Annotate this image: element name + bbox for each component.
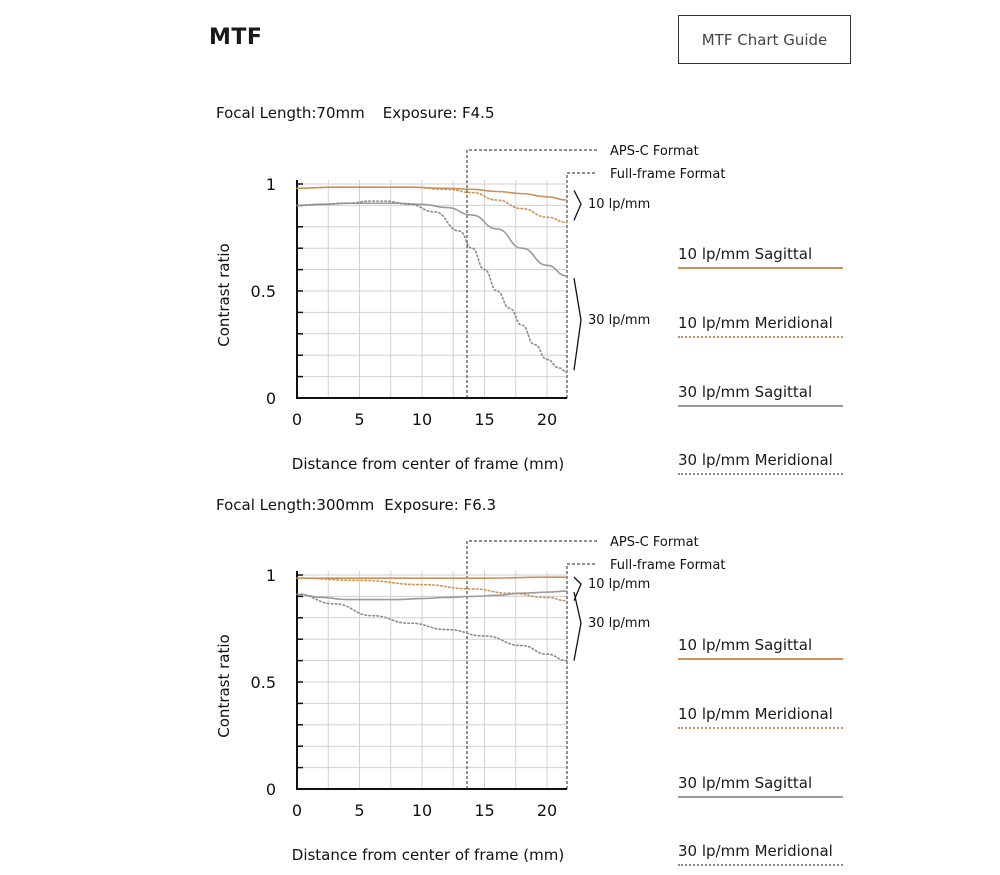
x-tick-label: 15: [474, 801, 495, 820]
x-tick-label: 10: [411, 801, 433, 820]
aps-c-format-label: APS-C Format: [610, 144, 699, 159]
legend-item-10-lp-mm-sagittal: [678, 245, 843, 269]
chart-2-header: [216, 496, 496, 514]
series-30-lp-mm-sagittal: [297, 203, 567, 276]
x-tick-label: 0: [291, 410, 303, 429]
y-tick-label: 0: [265, 780, 276, 799]
x-tick-label: 20: [536, 410, 558, 429]
x-axis-label: Distance from center of frame (mm): [291, 846, 565, 864]
legend-label: 10 lp/mm Sagittal: [678, 636, 813, 654]
legend-swatch: [678, 473, 843, 475]
chart-1-exposure: Exposure: F4.5: [382, 104, 495, 122]
x-tick-label: 0: [291, 801, 303, 820]
y-tick-label: 0.5: [250, 673, 276, 692]
legend-item-30-lp-mm-meridional: [678, 451, 843, 475]
series-10-lp-mm-meridional: [297, 578, 567, 600]
aps-c-format-label: APS-C Format: [610, 535, 699, 550]
legend-swatch: [678, 267, 843, 269]
mtf-chart-70mm: [0, 135, 1000, 485]
series-30-lp-mm-sagittal: [297, 591, 567, 600]
legend-label: 10 lp/mm Meridional: [678, 705, 833, 723]
page-title: MTF: [209, 25, 263, 50]
bracket-30-lp-mm-label: 30 lp/mm: [588, 616, 651, 631]
y-tick-label: 1: [265, 175, 276, 194]
legend-label: 30 lp/mm Sagittal: [678, 383, 813, 401]
y-axis-label: Contrast ratio: [215, 243, 233, 347]
full-frame-format-label: Full-frame Format: [610, 167, 726, 182]
legend-label: 30 lp/mm Sagittal: [678, 774, 813, 792]
x-tick-label: 20: [536, 801, 558, 820]
legend-label: 30 lp/mm Meridional: [678, 842, 833, 860]
y-tick-label: 1: [265, 566, 276, 585]
legend-item-30-lp-mm-meridional: [678, 842, 843, 866]
legend-label: 30 lp/mm Meridional: [678, 451, 833, 469]
bracket-10-lp-mm: [574, 190, 581, 220]
y-tick-label: 0: [265, 389, 276, 408]
legend-swatch: [678, 727, 843, 729]
chart-2-focal-length: Focal Length:300mm: [216, 496, 375, 514]
legend-item-10-lp-mm-sagittal: [678, 636, 843, 660]
bracket-30-lp-mm-label: 30 lp/mm: [588, 313, 651, 328]
legend-item-30-lp-mm-sagittal: [678, 383, 843, 407]
legend-swatch: [678, 336, 843, 338]
mtf-chart-guide-button[interactable]: MTF Chart Guide: [678, 15, 851, 64]
bracket-10-lp-mm-label: 10 lp/mm: [588, 197, 651, 212]
series-10-lp-mm-sagittal: [297, 577, 567, 578]
x-tick-label: 5: [354, 410, 365, 429]
chart-1-header: [216, 104, 495, 122]
x-tick-label: 5: [354, 801, 365, 820]
legend-swatch: [678, 864, 843, 866]
bracket-30-lp-mm: [574, 278, 581, 370]
legend-item-10-lp-mm-meridional: [678, 705, 843, 729]
full-frame-format-label: Full-frame Format: [610, 558, 726, 573]
legend-label: 10 lp/mm Meridional: [678, 314, 833, 332]
x-axis-label: Distance from center of frame (mm): [291, 455, 565, 473]
chart-1-grid: [297, 180, 567, 398]
x-tick-label: 15: [474, 410, 495, 429]
legend-swatch: [678, 658, 843, 660]
chart-1-focal-length: Focal Length:70mm: [216, 104, 365, 122]
bracket-30-lp-mm: [574, 592, 581, 660]
x-tick-label: 10: [411, 410, 433, 429]
legend-label: 10 lp/mm Sagittal: [678, 245, 813, 263]
y-tick-label: 0.5: [250, 282, 276, 301]
legend-item-30-lp-mm-sagittal: [678, 774, 843, 798]
chart-2-exposure: Exposure: F6.3: [384, 496, 497, 514]
legend-item-10-lp-mm-meridional: [678, 314, 843, 338]
legend-swatch: [678, 796, 843, 798]
aps-c-format-line: [467, 150, 597, 398]
series-30-lp-mm-meridional: [297, 594, 567, 660]
y-axis-label: Contrast ratio: [215, 634, 233, 738]
full-frame-format-line: [567, 564, 597, 789]
bracket-10-lp-mm-label: 10 lp/mm: [588, 577, 651, 592]
mtf-chart-300mm: [0, 526, 1000, 875]
legend-swatch: [678, 405, 843, 407]
